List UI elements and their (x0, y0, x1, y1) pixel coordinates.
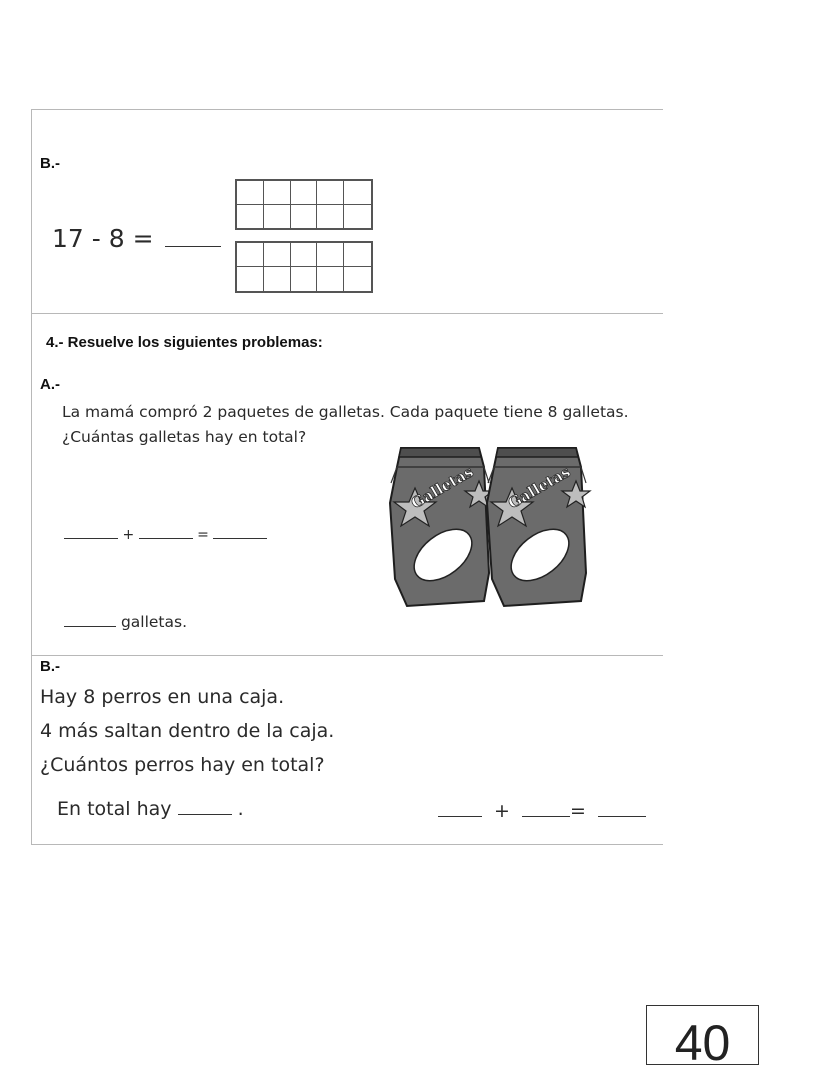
subtraction-equation (52, 224, 221, 254)
problem-a-answer (64, 612, 187, 632)
galletas-word: galletas. (120, 613, 188, 631)
page-number: 40 (674, 1015, 731, 1065)
section-divider (31, 655, 663, 656)
problems-title: 4.- Resuelve los siguientes problemas: (46, 334, 323, 351)
answer-blank[interactable] (165, 246, 221, 247)
addend-blank-1[interactable] (438, 816, 482, 817)
sum-blank[interactable] (213, 538, 267, 539)
cookie-bags-illustration (385, 443, 595, 611)
ten-frame-top (235, 179, 373, 230)
problem-b-line3: ¿Cuántos perros hay en total? (40, 754, 325, 776)
problem-b-answer (57, 797, 244, 821)
sum-blank[interactable] (598, 816, 646, 817)
plus-sign: + (122, 527, 135, 543)
problem-a-line2: ¿Cuántas galletas hay en total? (62, 428, 307, 446)
section-b-label: B.- (40, 155, 60, 172)
page-number-box (646, 1005, 759, 1065)
equals-sign: = (197, 527, 209, 543)
bag-label: Galletas (408, 462, 477, 513)
addend-blank-2[interactable] (522, 816, 570, 817)
frame-left-border (31, 109, 32, 845)
problem-a-label: A.- (40, 376, 60, 393)
ten-frame-bottom (235, 241, 373, 293)
bag-label: Galletas (505, 462, 574, 513)
section-divider (31, 313, 663, 314)
equation-text: 17 - 8 = (52, 224, 154, 253)
cookie-bag-left (390, 448, 493, 606)
problem-b-line2: 4 más saltan dentro de la caja. (40, 720, 335, 742)
answer-suffix: . (237, 798, 244, 820)
frame-bottom-border (31, 844, 663, 845)
galletas-count-blank[interactable] (64, 626, 116, 627)
frame-top-border (31, 109, 663, 110)
addend-blank-2[interactable] (139, 538, 193, 539)
problem-b-line1: Hay 8 perros en una caja. (40, 686, 285, 708)
addend-blank-1[interactable] (64, 538, 118, 539)
problem-b-equation (438, 799, 646, 823)
problem-a-equation (64, 526, 267, 544)
answer-prefix: En total hay (57, 798, 172, 820)
equals-sign: = (570, 800, 586, 822)
problem-b-label: B.- (40, 658, 60, 675)
plus-sign: + (494, 800, 510, 822)
problem-a-line1: La mamá compró 2 paquetes de galletas. Cada paquete tiene 8 galletas. (62, 403, 629, 421)
total-dogs-blank[interactable] (178, 814, 232, 815)
cookie-bag-right (487, 448, 590, 606)
